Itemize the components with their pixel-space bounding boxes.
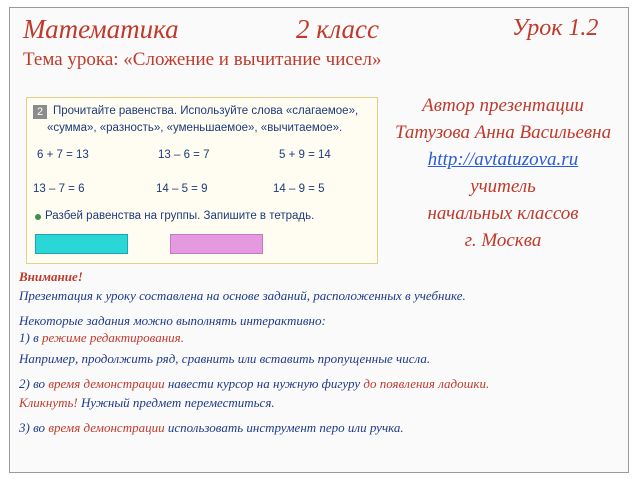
equation[interactable]: 14 – 9 = 5 — [273, 183, 325, 195]
author-name: Татузова Анна Васильевна — [394, 122, 612, 143]
exercise-task: Разбей равенства на группы. Запишите в тетрадь. — [45, 210, 315, 222]
author-role: учитель — [470, 176, 536, 197]
equation[interactable]: 6 + 7 = 13 — [37, 149, 89, 161]
group-box-cyan[interactable] — [35, 234, 128, 254]
author-role-detail: начальных классов — [427, 203, 579, 224]
lesson-title: Урок 1.2 — [512, 15, 599, 41]
grade-title: 2 класс — [296, 14, 379, 44]
equation[interactable]: 5 + 9 = 14 — [279, 149, 331, 161]
note-line: Некоторые задания можно выполнять интерактивно: — [19, 313, 326, 328]
note-line: 1) в режиме редактирования. — [19, 330, 184, 345]
lesson-topic: Тема урока: «Сложение и вычитание чисел» — [23, 49, 382, 70]
note-line: 2) во время демонстрации навести курсор на нужную фигуру до появления ладошки. — [19, 376, 490, 391]
attention-label: Внимание! — [19, 269, 83, 284]
equation[interactable]: 13 – 7 = 6 — [33, 183, 85, 195]
slide — [9, 7, 629, 473]
note-line: Кликнуть! Нужный предмет переместиться. — [19, 395, 275, 410]
note-line: Например, продолжить ряд, сравнить или вставить пропущенные числа. — [19, 351, 431, 366]
subject-title: Математика — [23, 14, 179, 44]
exercise-instruction-line2: «сумма», «разность», «уменьшаемое», «вычитаемое». — [47, 122, 343, 134]
author-website-link[interactable]: http://avtatuzova.ru — [427, 149, 579, 170]
note-line: 3) во время демонстрации использовать инструмент перо или ручка. — [19, 420, 404, 435]
exercise-number: 2 — [33, 105, 47, 119]
exercise-instruction-line1: Прочитайте равенства. Используйте слова «слагаемое», — [53, 105, 359, 117]
author-link-wrap — [378, 149, 628, 171]
textbook-exercise — [26, 97, 378, 264]
author-heading: Автор презентации — [422, 95, 584, 116]
note-line: Презентация к уроку составлена на основе заданий, расположенных в учебнике. — [19, 288, 466, 303]
author-city: г. Москва — [464, 230, 542, 251]
equation[interactable]: 14 – 5 = 9 — [156, 183, 208, 195]
group-box-pink[interactable] — [170, 234, 263, 254]
bullet-icon — [35, 214, 41, 220]
equation[interactable]: 13 – 6 = 7 — [158, 149, 210, 161]
